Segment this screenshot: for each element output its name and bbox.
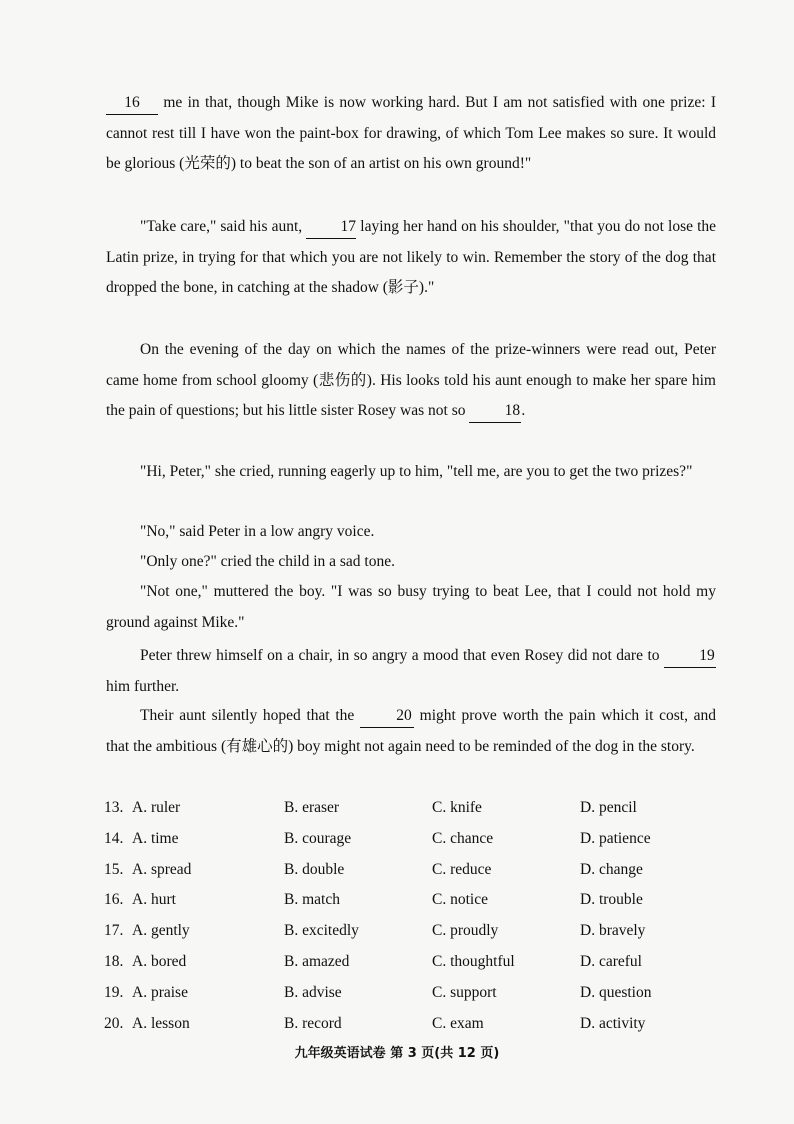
option-row-19 [104,978,724,1009]
option-a[interactable]: A. time [132,829,179,847]
paragraph-3-text: On the evening of the day on which the names of the prize-winners were read out, Peter came home from school gloomy (悲伤的). His looks told his aunt enough to make her spare him the pain of questions; but his little sister Rosey was not so [106,341,716,419]
option-d[interactable]: D. activity [580,1014,646,1032]
paragraph-9-before: Their aunt silently hoped that the [140,707,355,724]
option-b[interactable]: B. double [284,860,345,878]
option-a[interactable]: A. ruler [132,799,181,816]
option-d[interactable]: D. change [580,860,643,878]
option-d[interactable]: D. patience [580,829,651,847]
option-d[interactable]: D. pencil [580,799,637,816]
option-row-17 [104,916,724,947]
option-c[interactable]: C. chance [432,829,494,847]
question-number: 18. [104,952,124,970]
paragraph-8 [106,641,716,702]
option-c[interactable]: C. support [432,983,497,1001]
paragraph-2-before: "Take care," said his aunt, [140,218,303,235]
option-b[interactable]: B. excitedly [284,922,359,940]
option-row-20 [104,1009,724,1040]
paragraph-8-text: Peter threw himself on a chair, in so angry a mood that even Rosey did not dare to [140,647,660,664]
blank-19: 19 [664,645,716,668]
blank-18: 18 [469,400,521,423]
question-number: 14. [104,829,124,847]
paragraph-3-after: . [521,402,526,419]
question-number: 19. [104,983,124,1001]
option-b[interactable]: B. eraser [284,799,340,816]
option-c[interactable]: C. proudly [432,922,499,940]
paragraph-8-after: him further. [106,677,180,695]
question-number: 15. [104,860,124,878]
paragraph-4: "Hi, Peter," she cried, running eagerly up to him, "tell me, are you to get the two prizes?" [140,463,693,480]
option-c[interactable]: C. thoughtful [432,952,515,970]
option-row-16 [104,885,724,916]
option-b[interactable]: B. match [284,891,340,909]
paragraph-3 [106,335,716,427]
option-c[interactable]: C. notice [432,891,488,909]
option-b[interactable]: B. record [284,1014,342,1032]
page-footer: 九年级英语试卷 第 3 页(共 12 页) [294,1046,500,1061]
option-b[interactable]: B. courage [284,829,352,847]
option-a[interactable]: A. praise [132,983,188,1001]
paragraph-2-after: laying her hand on his shoulder, "that you do not lose the Latin prize, in trying for that which you are not likely to win. Remember the story of the dog that dropped the bone, in catching at the shadow (影子)." [106,218,717,296]
option-b[interactable]: B. advise [284,983,342,1001]
option-a[interactable]: A. lesson [132,1014,190,1032]
paragraph-2 [106,212,716,304]
blank-16: 16 [106,92,158,115]
option-d[interactable]: D. trouble [580,891,643,909]
option-d[interactable]: D. careful [580,952,642,970]
question-number: 13. [104,799,124,816]
paragraph-1 [106,88,716,180]
question-number: 16. [104,891,124,909]
option-b[interactable]: B. amazed [284,952,350,970]
paragraph-7: "Not one," muttered the boy. "I was so busy trying to beat Lee, that I could not hold my ground against Mike." [106,583,716,631]
paragraph-5: "No," said Peter in a low angry voice. [140,523,375,540]
option-a[interactable]: A. spread [132,860,192,878]
paragraph-9-after: might prove worth the pain which it cost, and that the ambitious (有雄心的) boy might not again need to be reminded of the dog in the story. [106,707,716,755]
option-a[interactable]: A. hurt [132,891,176,909]
option-c[interactable]: C. reduce [432,860,492,878]
blank-20: 20 [360,705,414,728]
option-row-18 [104,947,724,978]
option-row-15 [104,855,724,886]
options-list [104,793,724,1039]
paragraph-6: "Only one?" cried the child in a sad tone. [140,553,395,570]
paragraph-9 [106,701,716,762]
option-row-13 [104,793,724,824]
option-d[interactable]: D. question [580,983,652,1001]
question-number: 20. [104,1014,124,1032]
question-number: 17. [104,922,124,940]
option-c[interactable]: C. exam [432,1014,484,1032]
blank-17: 17 [306,216,356,239]
option-d[interactable]: D. bravely [580,922,646,940]
option-a[interactable]: A. gently [132,922,190,940]
paragraph-1-text: me in that, though Mike is now working hard. But I am not satisfied with one prize: I cannot rest till I have won the paint-box for drawing, of which Tom Lee makes so sure. It would be glorious (光荣的) to beat the son of an artist on his own ground!" [106,94,716,172]
option-row-14 [104,824,724,855]
option-a[interactable]: A. bored [132,952,187,970]
option-c[interactable]: C. knife [432,799,482,816]
